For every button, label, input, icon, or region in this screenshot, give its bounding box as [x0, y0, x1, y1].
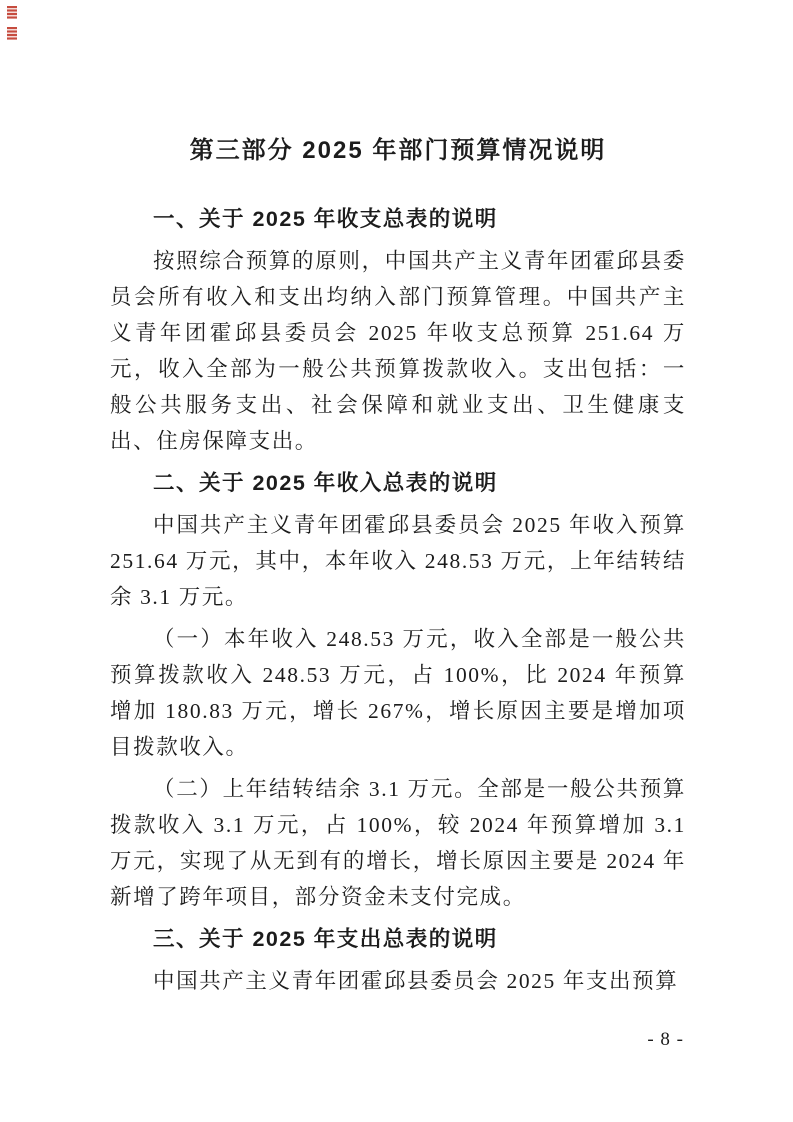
section-income-expenditure-summary: [110, 201, 686, 459]
section-heading-1: 一、关于 2025 年收支总表的说明: [153, 207, 498, 231]
paragraph: 按照综合预算的原则，中国共产主义青年团霍邱县委员会所有收入和支出均纳入部门预算管理。中国共产主义青年团霍邱县委员会 2025 年收支总预算 251.64 万元，收入全部为一般公共预算拨款收入。支出包括：一般公共服务支出、社会保障和就业支出、卫生健康支出、住房保障支出。: [110, 249, 686, 453]
page-title: 第三部分 2025 年部门预算情况说明: [189, 137, 607, 164]
section-expenditure-summary: [110, 921, 686, 999]
document-content: [110, 0, 686, 999]
paragraph: （二）上年结转结余 3.1 万元。全部是一般公共预算拨款收入 3.1 万元，占 100%，较 2024 年预算增加 3.1 万元，实现了从无到有的增长，增长原因主要是 2024 年新增了跨年项目，部分资金未支付完成。: [110, 777, 686, 909]
paragraph: 中国共产主义青年团霍邱县委员会 2025 年收入预算 251.64 万元，其中，本年收入 248.53 万元，上年结转结余 3.1 万元。: [110, 513, 686, 609]
red-mark-icon: [7, 27, 17, 40]
section-heading-2: 二、关于 2025 年收入总表的说明: [153, 471, 498, 495]
page-number: - 8 -: [647, 1029, 684, 1050]
paragraph: 中国共产主义青年团霍邱县委员会 2025 年支出预算: [153, 969, 679, 993]
red-annotation-marks: [7, 6, 17, 40]
paragraph: （一）本年收入 248.53 万元，收入全部是一般公共预算拨款收入 248.53 万元，占 100%，比 2024 年预算增加 180.83 万元，增长 267%，增长原因主要是增加项目拨款收入。: [110, 627, 686, 759]
section-income-summary: [110, 465, 686, 915]
red-mark-icon: [7, 6, 17, 19]
section-heading-3: 三、关于 2025 年支出总表的说明: [153, 927, 498, 951]
